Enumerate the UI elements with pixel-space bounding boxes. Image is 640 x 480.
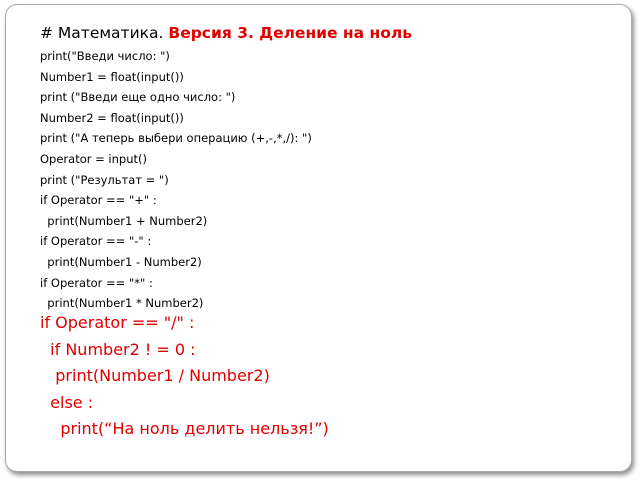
code-line: Operator = input() — [40, 151, 147, 166]
title-prefix: # Математика. — [40, 24, 164, 42]
code-line: Number1 = float(input()) — [40, 69, 184, 84]
code-line: print("Введи число: ") — [40, 49, 170, 63]
code-line: if Operator == "+" : — [40, 193, 157, 208]
code-line: print(Number1 + Number2) — [40, 213, 208, 228]
highlighted-code-line: if Operator == "/" : — [40, 313, 195, 332]
highlighted-code-line: print(“На ноль делить нельзя!”) — [40, 419, 329, 438]
highlighted-code-block — [40, 310, 630, 443]
title-highlight: Версия 3. Деление на ноль — [168, 24, 413, 42]
code-line: if Operator == "-" : — [40, 234, 152, 249]
code-block — [40, 46, 630, 314]
slide-title — [40, 24, 412, 42]
highlighted-code-line: print(Number1 / Number2) — [40, 366, 270, 385]
highlighted-code-line: else : — [40, 392, 94, 412]
code-line: if Operator == "*" : — [40, 275, 153, 290]
code-line: print ("Введи еще одно число: ") — [40, 90, 236, 105]
code-line: print ("Результат = ") — [40, 172, 169, 187]
code-line: print ("А теперь выбери операцию (+,-,*,/): ") — [40, 131, 312, 146]
highlighted-code-line: if Number2 ! = 0 : — [40, 339, 196, 359]
code-line: print(Number1 - Number2) — [40, 254, 202, 269]
code-line: Number2 = float(input()) — [40, 110, 184, 125]
code-line: print(Number1 * Number2) — [40, 296, 204, 311]
